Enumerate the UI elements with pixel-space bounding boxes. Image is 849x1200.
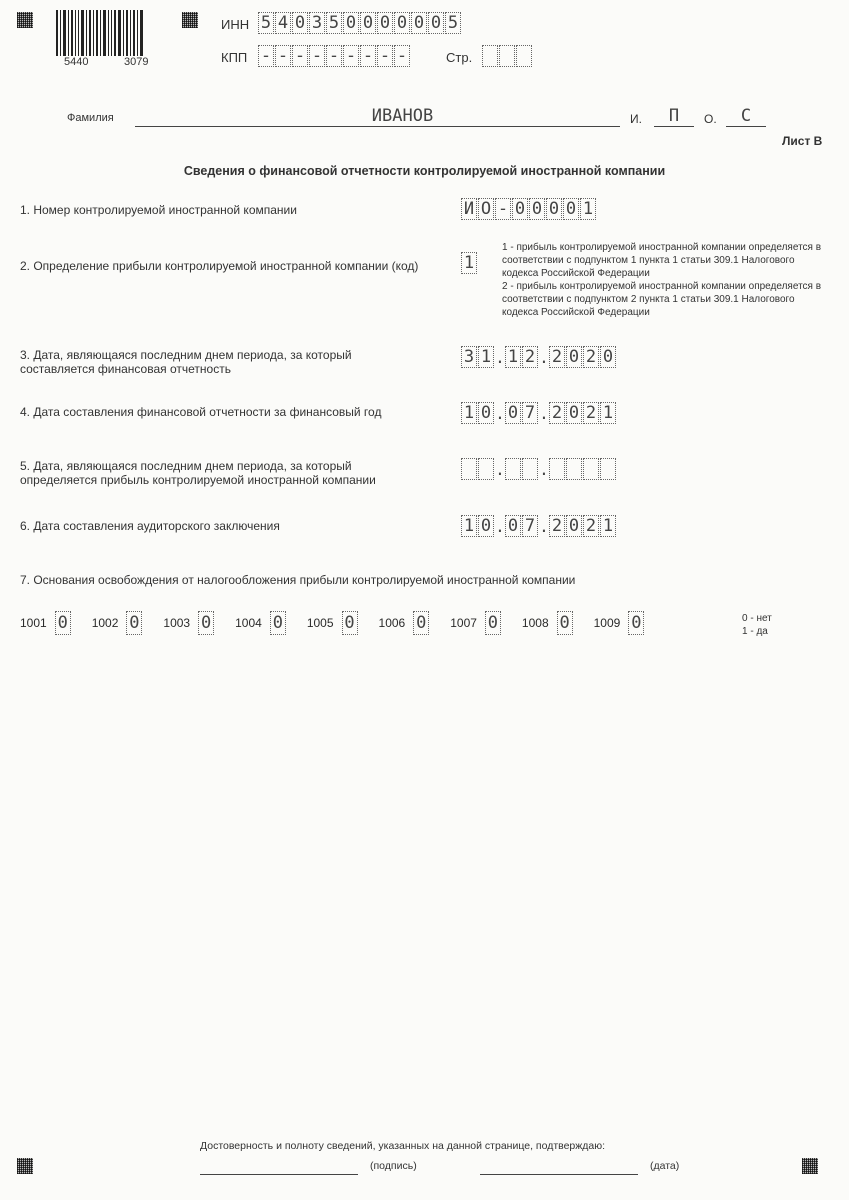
field2-label: 2. Определение прибыли контролируемой иностранной компании (код) <box>20 259 419 273</box>
exemption-code-item <box>307 611 359 635</box>
date-cell <box>461 458 477 480</box>
char-cell: - <box>275 45 291 67</box>
char-cell: 0 <box>394 12 410 34</box>
char-cell: - <box>394 45 410 67</box>
field3-label-line1: 3. Дата, являющаяся последним днем периода, за который <box>20 348 352 362</box>
date-separator: . <box>495 403 505 423</box>
date-cell: 0 <box>505 402 521 424</box>
date-signature-field[interactable] <box>480 1158 638 1175</box>
char-cell: 0 <box>428 12 444 34</box>
date-cell: 0 <box>566 402 582 424</box>
exemption-code-item <box>594 611 646 635</box>
page-number-field[interactable] <box>482 45 533 67</box>
date-cell <box>566 458 582 480</box>
char-cell: И <box>461 198 477 220</box>
date-label: (дата) <box>650 1160 680 1172</box>
exemption-code-label: 1009 <box>593 616 621 630</box>
inn-field[interactable] <box>258 12 462 34</box>
field5-label-line1: 5. Дата, являющаяся последним днем периода, за который <box>20 459 352 473</box>
page-title: Сведения о финансовой отчетности контролируемой иностранной компании <box>183 164 666 178</box>
char-cell: 3 <box>309 12 325 34</box>
barcode <box>56 10 145 56</box>
date-cell: 2 <box>549 402 565 424</box>
date-cell: 0 <box>566 346 582 368</box>
char-cell: 0 <box>292 12 308 34</box>
date-cell: 1 <box>600 402 616 424</box>
date-cell: 2 <box>583 515 599 537</box>
date-cell: 1 <box>600 515 616 537</box>
kpp-field[interactable] <box>258 45 411 67</box>
field5-label-line2: определяется прибыль контролируемой иностранной компании <box>20 473 376 487</box>
corner-marker-top-left <box>17 12 33 28</box>
date-separator: . <box>539 347 549 367</box>
sheet-label: Лист В <box>782 134 823 148</box>
financial-report-date-field[interactable] <box>461 402 617 424</box>
date-cell: 0 <box>478 402 494 424</box>
date-cell: 1 <box>505 346 521 368</box>
date-cell: 2 <box>583 402 599 424</box>
confirm-text: Достоверность и полноту сведений, указанных на данной странице, подтверждаю: <box>200 1140 606 1152</box>
initial2-label: О. <box>704 112 717 126</box>
field7-legend-no: 0 - нет <box>742 613 772 624</box>
field4-label: 4. Дата составления финансовой отчетности за финансовый год <box>20 405 382 419</box>
date-cell: 7 <box>522 515 538 537</box>
date-cell: 2 <box>583 346 599 368</box>
field3-label-line2: составляется финансовая отчетность <box>20 362 231 376</box>
char-cell: - <box>377 45 393 67</box>
exemption-code-value[interactable]: 0 <box>485 611 501 635</box>
field6-label: 6. Дата составления аудиторского заключения <box>20 519 280 533</box>
char-cell: О <box>478 198 494 220</box>
char-cell: 0 <box>546 198 562 220</box>
char-cell: 0 <box>512 198 528 220</box>
surname-value: ИВАНОВ <box>371 106 434 126</box>
exemption-code-value[interactable]: 0 <box>126 611 142 635</box>
date-cell: 2 <box>549 346 565 368</box>
char-cell: 0 <box>360 12 376 34</box>
exemption-codes-row <box>20 611 645 635</box>
char-cell <box>499 45 515 67</box>
char-cell: 0 <box>529 198 545 220</box>
barcode-left-number: 5440 <box>64 56 89 68</box>
exemption-code-value[interactable]: 0 <box>557 611 573 635</box>
date-cell: 0 <box>505 515 521 537</box>
char-cell: 4 <box>275 12 291 34</box>
field2-note-2: 2 - прибыль контролируемой иностранной компании определяется в соответствии с подпунктом 2 пункта 1 статьи 309.1 Налогового кодекса Российской Федерации <box>502 281 822 318</box>
date-separator: . <box>539 403 549 423</box>
initial1-field[interactable]: П <box>654 106 694 127</box>
char-cell: 0 <box>563 198 579 220</box>
date-cell: 3 <box>461 346 477 368</box>
char-cell: - <box>495 198 511 220</box>
char-cell: - <box>258 45 274 67</box>
char-cell: - <box>343 45 359 67</box>
exemption-code-item <box>235 611 287 635</box>
char-cell <box>516 45 532 67</box>
surname-field[interactable] <box>135 106 620 127</box>
char-cell: 5 <box>258 12 274 34</box>
char-cell <box>482 45 498 67</box>
exemption-code-item <box>450 611 502 635</box>
char-cell: 1 <box>580 198 596 220</box>
exemption-code-item <box>379 611 431 635</box>
exemption-code-label: 1001 <box>20 616 47 630</box>
date-cell: 0 <box>566 515 582 537</box>
initial2-field[interactable]: С <box>726 106 766 127</box>
page-label: Стр. <box>446 50 473 65</box>
char-cell: - <box>360 45 376 67</box>
date-cell <box>549 458 565 480</box>
exemption-code-value[interactable]: 0 <box>198 611 214 635</box>
char-cell: 0 <box>411 12 427 34</box>
char-cell: - <box>292 45 308 67</box>
profit-code-field[interactable] <box>461 252 478 274</box>
exemption-code-value[interactable]: 0 <box>55 611 71 635</box>
char-cell: 0 <box>377 12 393 34</box>
kpp-label: КПП <box>221 50 248 65</box>
initial1-label: И. <box>630 112 642 126</box>
exemption-code-value[interactable]: 0 <box>270 611 286 635</box>
exemption-code-label: 1003 <box>163 616 191 630</box>
field1-label: 1. Номер контролируемой иностранной компании <box>20 203 297 217</box>
date-cell <box>478 458 494 480</box>
date-cell: 0 <box>478 515 494 537</box>
date-separator: . <box>495 516 505 536</box>
exemption-code-label: 1004 <box>235 616 262 630</box>
date-cell: 7 <box>522 402 538 424</box>
exemption-code-value[interactable]: 0 <box>342 611 358 635</box>
exemption-code-label: 1006 <box>378 616 406 630</box>
field2-note-1: 1 - прибыль контролируемой иностранной компании определяется в соответствии с подпунктом 1 пункта 1 статьи 309.1 Налогового кодекса Российской Федерации <box>502 242 822 279</box>
exemption-code-value[interactable]: 0 <box>413 611 429 635</box>
date-separator: . <box>495 459 505 479</box>
char-cell: - <box>309 45 325 67</box>
field7-label: 7. Основания освобождения от налогообложения прибыли контролируемой иностранной компании <box>20 573 576 587</box>
exemption-code-item <box>20 611 72 635</box>
char-cell: 5 <box>326 12 342 34</box>
barcode-right-number: 3079 <box>124 56 149 68</box>
char-cell: 1 <box>461 252 477 274</box>
profit-period-end-date-field[interactable] <box>461 458 617 480</box>
exemption-code-label: 1005 <box>306 616 334 630</box>
exemption-code-value[interactable]: 0 <box>628 611 644 635</box>
surname-label: Фамилия <box>67 112 114 124</box>
char-cell: 0 <box>343 12 359 34</box>
financial-period-end-date-field[interactable] <box>461 346 617 368</box>
corner-marker-bottom-left <box>17 1158 33 1174</box>
company-number-field[interactable] <box>461 198 597 220</box>
exemption-code-label: 1007 <box>450 616 477 630</box>
date-cell <box>600 458 616 480</box>
date-cell: 1 <box>478 346 494 368</box>
date-cell <box>522 458 538 480</box>
exemption-code-item <box>92 611 144 635</box>
corner-marker-top-right <box>182 12 198 28</box>
date-cell: 2 <box>549 515 565 537</box>
date-cell <box>505 458 521 480</box>
char-cell: - <box>326 45 342 67</box>
date-cell: 1 <box>461 402 477 424</box>
exemption-code-item <box>163 611 215 635</box>
corner-marker-bottom-right <box>802 1158 818 1174</box>
exemption-code-item <box>522 611 574 635</box>
exemption-code-label: 1002 <box>91 616 119 630</box>
date-cell: 0 <box>600 346 616 368</box>
char-cell: 5 <box>445 12 461 34</box>
signature-field[interactable] <box>200 1158 358 1175</box>
date-cell: 1 <box>461 515 477 537</box>
date-cell: 2 <box>522 346 538 368</box>
signature-label: (подпись) <box>370 1160 417 1172</box>
audit-report-date-field[interactable] <box>461 515 617 537</box>
exemption-code-label: 1008 <box>521 616 549 630</box>
date-separator: . <box>539 516 549 536</box>
date-separator: . <box>539 459 549 479</box>
date-cell <box>583 458 599 480</box>
date-separator: . <box>495 347 505 367</box>
field7-legend-yes: 1 - да <box>742 626 768 637</box>
inn-label: ИНН <box>221 17 250 32</box>
